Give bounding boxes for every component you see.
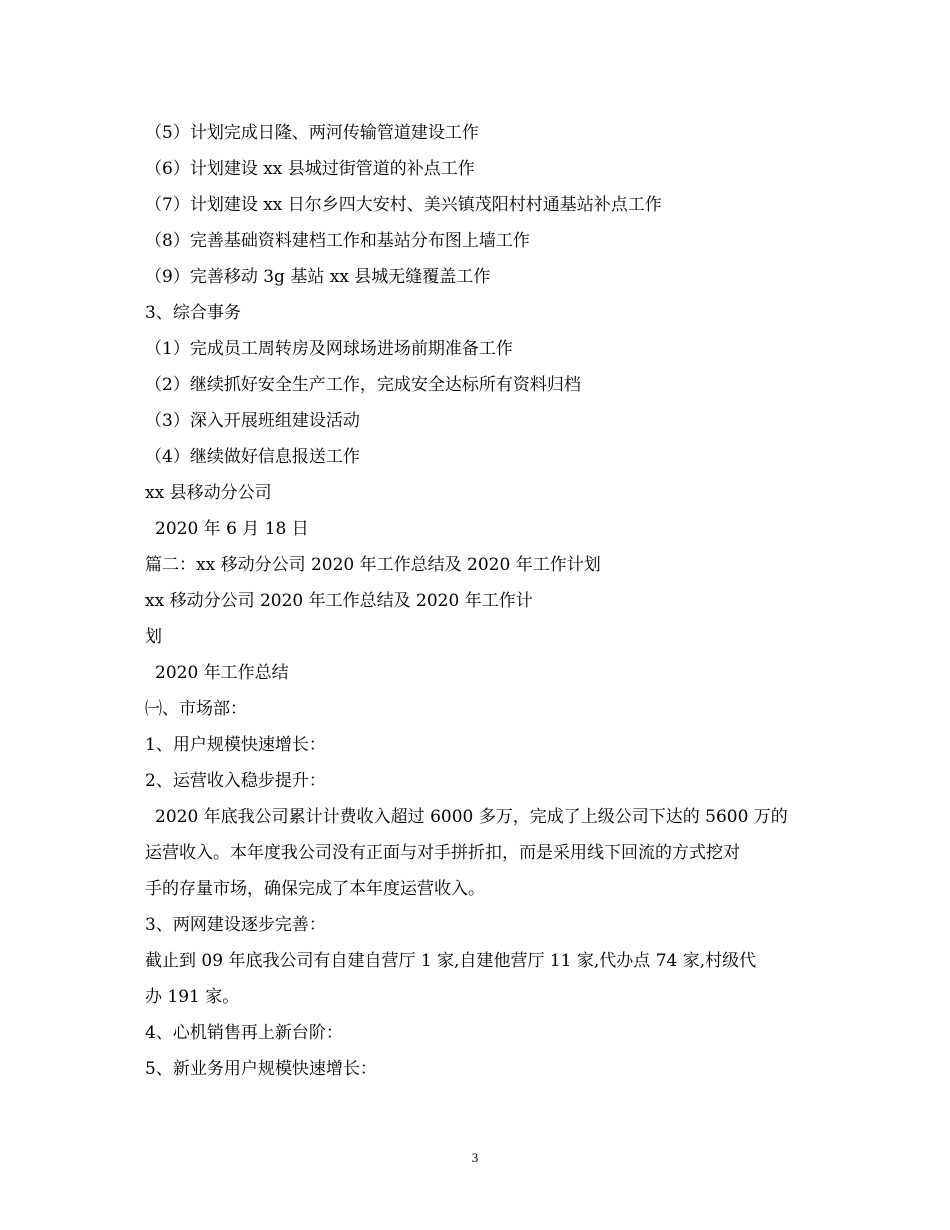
signature-date: 2020 年 6 月 18 日 <box>155 519 309 539</box>
paragraph-line: 手的存量市场，确保完成了本年度运营收入。 <box>145 879 485 899</box>
document-title-continued: 划 <box>145 627 162 647</box>
page-number: 3 <box>471 1150 479 1165</box>
subsection-heading: 5、新业务用户规模快速增长： <box>145 1059 377 1079</box>
text-line: （8）完善基础资料建档工作和基站分布图上墙工作 <box>145 231 530 251</box>
section-heading: 3、综合事务 <box>145 303 241 323</box>
subsection-heading: 1、用户规模快速增长： <box>145 735 326 755</box>
subsection-heading: 3、两网建设逐步完善： <box>145 915 326 935</box>
text-line: （6）计划建设 xx 县城过街管道的补点工作 <box>145 159 475 179</box>
section-heading: 2020 年工作总结 <box>155 663 289 683</box>
section-heading: ㈠、市场部： <box>145 699 247 719</box>
text-line: （7）计划建设 xx 日尔乡四大安村、美兴镇茂阳村村通基站补点工作 <box>145 195 662 215</box>
text-line: （9）完善移动 3g 基站 xx 县城无缝覆盖工作 <box>145 267 491 287</box>
text-line: （3）深入开展班组建设活动 <box>145 411 360 431</box>
text-line: （2）继续抓好安全生产工作，完成安全达标所有资料归档 <box>145 375 581 395</box>
text-line: （1）完成员工周转房及网球场进场前期准备工作 <box>145 339 513 359</box>
subsection-heading: 2、运营收入稳步提升： <box>145 771 326 791</box>
paragraph-line: 截止到 09 年底我公司有自建自营厅 1 家,自建他营厅 11 家,代办点 74 家,村级代 <box>145 951 757 971</box>
paragraph-line: 办 191 家。 <box>145 987 240 1007</box>
chapter-title: 篇二：xx 移动分公司 2020 年工作总结及 2020 年工作计划 <box>145 555 601 575</box>
subsection-heading: 4、心机销售再上新台阶： <box>145 1023 343 1043</box>
document-title: xx 移动分公司 2020 年工作总结及 2020 年工作计 <box>145 591 533 611</box>
paragraph-line: 运营收入。本年度我公司没有正面与对手拼折扣，而是采用线下回流的方式挖对 <box>145 843 740 863</box>
document-body <box>145 115 835 1087</box>
text-line: （5）计划完成日隆、两河传输管道建设工作 <box>145 123 479 143</box>
paragraph-line: 2020 年底我公司累计计费收入超过 6000 多万，完成了上级公司下达的 5600 万的 <box>155 807 788 827</box>
text-line: （4）继续做好信息报送工作 <box>145 447 360 467</box>
signature-company: xx 县移动分公司 <box>145 483 272 503</box>
